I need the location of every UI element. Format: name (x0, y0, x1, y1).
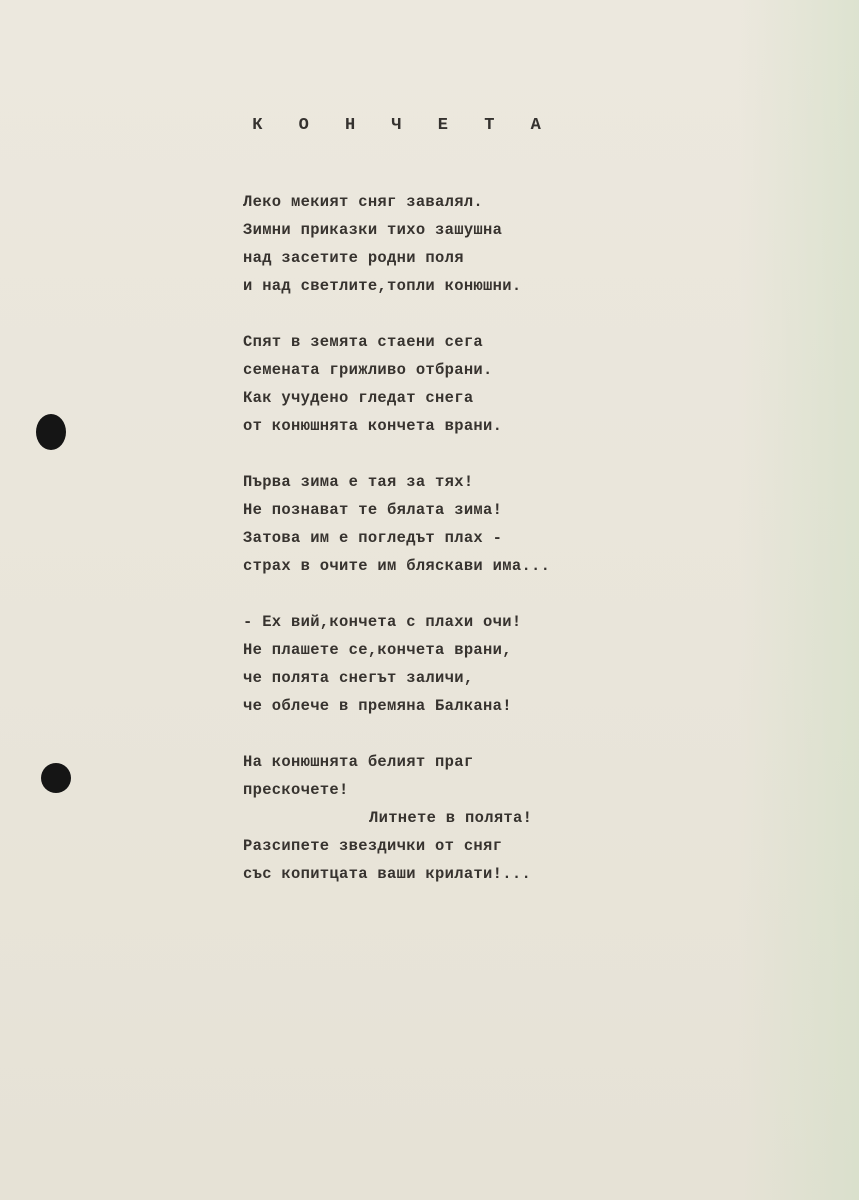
poem-line: Затова им е погледът плах - (243, 529, 503, 547)
stanza-5 (243, 748, 843, 888)
stanza-2 (243, 328, 843, 440)
poem-line: със копитцата ваши крилати!... (243, 865, 532, 883)
poem-line: че полята снегът заличи, (243, 669, 474, 687)
poem-line: На конюшнята белият праг (243, 753, 474, 771)
stanza-1 (243, 188, 843, 300)
poem-line: над засетите родни поля (243, 249, 464, 267)
stanza-4 (243, 608, 843, 720)
poem-line: Как учудено гледат снега (243, 389, 474, 407)
poem-line: Не плашете се,кончета врани, (243, 641, 512, 659)
poem-line: Не познават те бялата зима! (243, 501, 503, 519)
poem-line: прескочете! (243, 781, 349, 799)
poem-line: семената грижливо отбрани. (243, 361, 493, 379)
poem-line: и над светлите,топли конюшни. (243, 277, 522, 295)
poem-line: - Ех вий,кончета с плахи очи! (243, 613, 522, 631)
poem-line: страх в очите им бляскави има... (243, 557, 551, 575)
poem-line-indented: Литнете в полята! (369, 809, 533, 827)
poem-line: Спят в земята стаени сега (243, 333, 484, 351)
poem-title: К О Н Ч Е Т А (252, 116, 554, 135)
poem-line: от конюшнята кончета врани. (243, 417, 503, 435)
punch-hole (36, 414, 66, 450)
stanza-3 (243, 468, 843, 580)
poem-line: Разсипете звездички от сняг (243, 837, 503, 855)
poem-line: че облече в премяна Балкана! (243, 697, 512, 715)
poem-line: Първа зима е тая за тях! (243, 473, 474, 491)
poem-body (243, 188, 843, 916)
punch-hole (41, 763, 71, 793)
poem-line: Леко мекият сняг завалял. (243, 193, 484, 211)
poem-line: Зимни приказки тихо зашушна (243, 221, 503, 239)
